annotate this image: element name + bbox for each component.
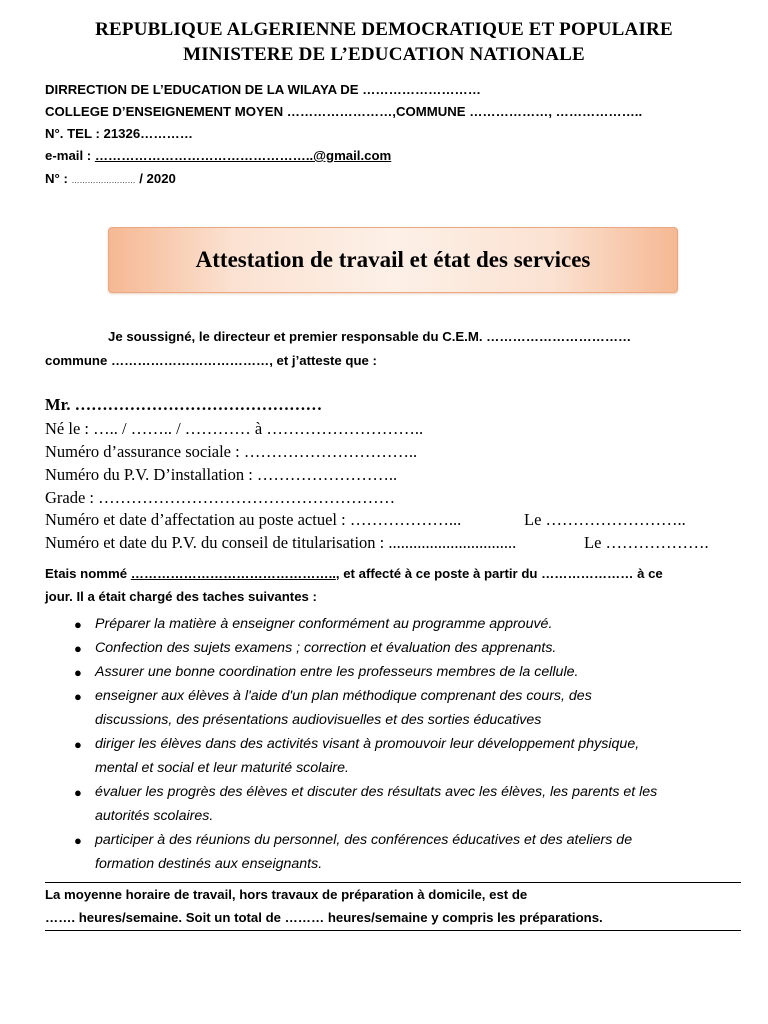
task-item-line: évaluer les progrès des élèves et discuter des résultats avec les élèves, les parents et les [95, 784, 658, 800]
field-assurance: Numéro d’assurance sociale : ………………………….. [45, 442, 418, 461]
bullet-icon: ● [74, 833, 82, 848]
info-direction: DIRRECTION DE L’EDUCATION DE LA WILAYA DE ……………………… [45, 82, 481, 97]
bullet-icon: ● [74, 689, 82, 704]
number-dots: …………………… [71, 176, 136, 185]
field-affectation: Numéro et date d’affectation au poste actuel : ………………... [45, 510, 462, 529]
bullet-icon: ● [74, 641, 82, 656]
footer-rule-bottom [45, 930, 741, 931]
number-year: / 2020 [135, 171, 176, 186]
footer-line-2: ……. heures/semaine. Soit un total de ……… heures/semaine y compris les préparations. [45, 910, 603, 925]
info-tel: N°. TEL : 21326………… [45, 126, 193, 141]
email-value: …………………………………………..@gmail.com [94, 148, 392, 163]
field-titularisation: Numéro et date du P.V. du conseil de titularisation : ............................... [45, 533, 517, 552]
task-item-line: discussions, des présentations audiovisuelles et des sorties éducatives [95, 712, 542, 728]
task-item-line: autorités scolaires. [95, 808, 214, 824]
task-item-line: diriger les élèves dans des activités visant à promouvoir leur développement physique, [95, 736, 640, 752]
task-item-line: Préparer la matière à enseigner conformément au programme approuvé. [95, 616, 553, 632]
nomination-line-2: jour. Il a était chargé des taches suivantes : [45, 589, 317, 604]
nomination-line-1: Etais nommé ……………………………………….., et affecté à ce poste à partir du ………………… à ce [45, 566, 663, 581]
field-grade: Grade : ……………………………………………… [45, 488, 396, 507]
footer-rule-top [45, 882, 741, 883]
field-pv-installation: Numéro du P.V. D’installation : …………………….. [45, 465, 398, 484]
intro-line-1: Je soussigné, le directeur et premier responsable du C.E.M. …………………………… [108, 329, 632, 344]
field-ne-le: Né le : ….. / …….. / ………… à ……………………….. [45, 419, 424, 438]
page-title: Attestation de travail et état des services [195, 247, 591, 272]
task-item-line: enseigner aux élèves à l'aide d'un plan méthodique comprenant des cours, des [95, 688, 592, 704]
task-item-line: formation destinés aux enseignants. [95, 856, 323, 872]
nomme-dots: ……………………………………….. [130, 566, 336, 581]
field-mr: Mr. ……………………………………… [45, 395, 323, 414]
header-ministere: MINISTERE DE L’EDUCATION NATIONALE [183, 44, 585, 65]
task-item-line: participer à des réunions du personnel, des conférences éducatives et des ateliers de [95, 832, 633, 848]
header-republique: REPUBLIQUE ALGERIENNE DEMOCRATIQUE ET POPULAIRE [95, 19, 673, 40]
task-item-line: Assurer une bonne coordination entre les professeurs membres de la cellule. [95, 664, 579, 680]
info-number [45, 171, 176, 186]
info-email [45, 148, 391, 163]
task-item-line: Confection des sujets examens ; correction et évaluation des apprenants. [95, 640, 557, 656]
bullet-icon: ● [74, 665, 82, 680]
footer-line-1: La moyenne horaire de travail, hors travaux de préparation à domicile, est de [45, 887, 528, 902]
info-college: COLLEGE D’ENSEIGNEMENT MOYEN ……………………,COMMUNE ………………, ……………….. [45, 104, 643, 119]
bullet-icon: ● [74, 737, 82, 752]
email-label: e-mail : [45, 148, 95, 163]
bullet-icon: ● [74, 785, 82, 800]
title-box [108, 227, 678, 293]
field-titularisation-le: Le ………………. [584, 533, 709, 552]
intro-line-2: commune ………………………………, et j’atteste que : [45, 353, 377, 368]
bullet-icon: ● [74, 617, 82, 632]
task-item-line: mental et social et leur maturité scolaire. [95, 760, 349, 776]
number-label: N° : [45, 171, 72, 186]
field-affectation-le: Le …………………….. [524, 510, 686, 529]
